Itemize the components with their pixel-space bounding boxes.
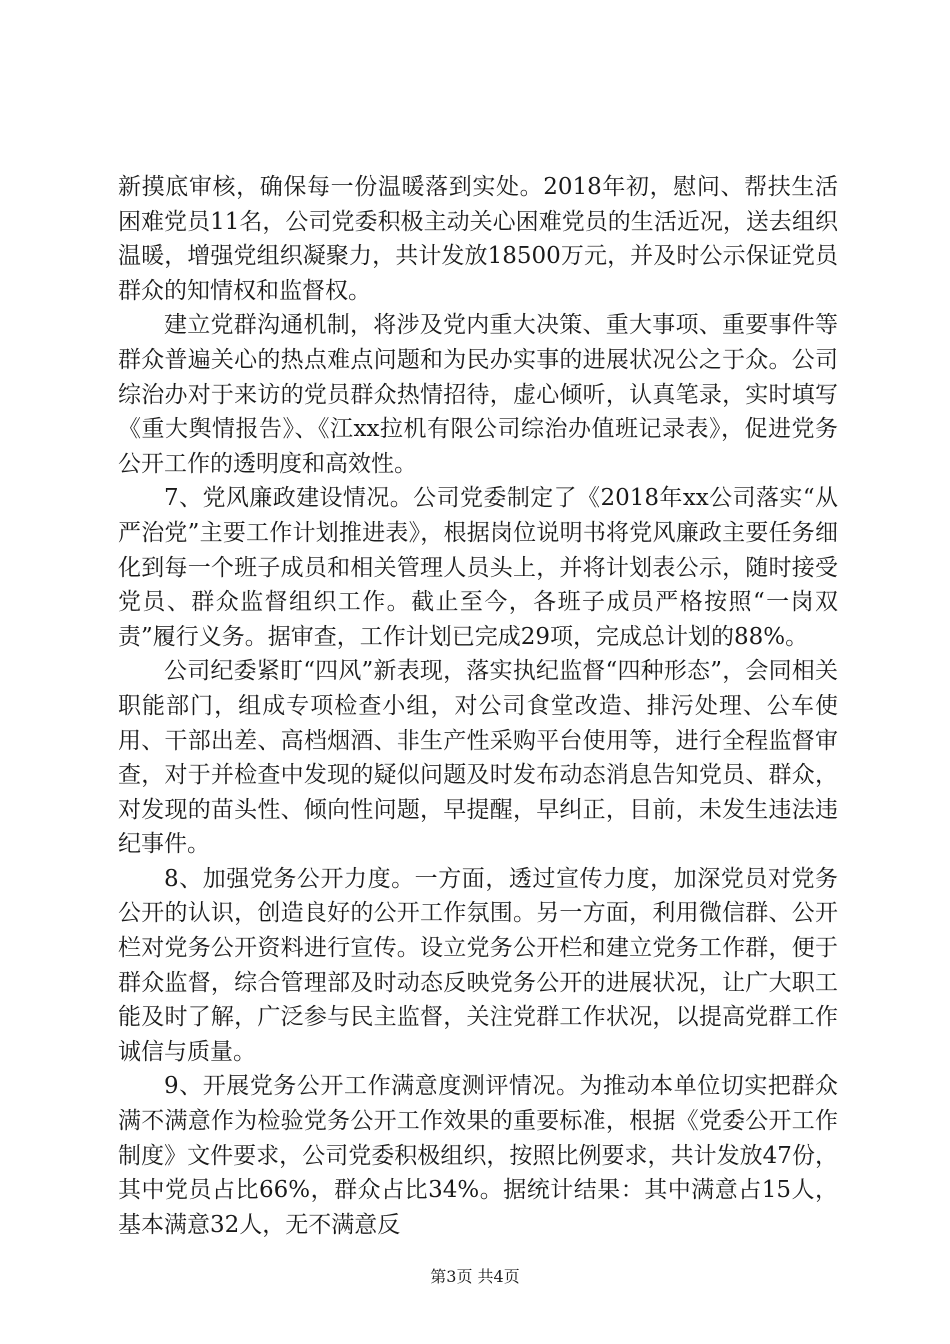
document-body xyxy=(118,170,838,1242)
paragraph-3: 7、党风廉政建设情况。公司党委制定了《2018年xx公司落实“从严治党”主要工作计划推进表》，根据岗位说明书将党风廉政主要任务细化到每一个班子成员和相关管理人员头上，并将计划表公示，随时接受党员、群众监督组织工作。截止至今，各班子成员严格按照“一岗双责”履行义务。据审查，工作计划已完成29项，完成总计划的88%。 xyxy=(118,485,838,650)
paragraph-2: 建立党群沟通机制，将涉及党内重大决策、重大事项、重要事件等群众普遍关心的热点难点问题和为民办实事的进展状况公之于众。公司综治办对于来访的党员群众热情招待，虚心倾听，认真笔录，实时填写《重大舆情报告》、《江xx拉机有限公司综治办值班记录表》，促进党务公开工作的透明度和高效性。 xyxy=(118,312,838,477)
paragraph-6: 9、开展党务公开工作满意度测评情况。为推动本单位切实把群众满不满意作为检验党务公开工作效果的重要标准，根据《党委公开工作制度》文件要求，公司党委积极组织，按照比例要求，共计发放47份，其中党员占比66%，群众占比34%。据统计结果：其中满意占15人，基本满意32人，无不满意反 xyxy=(118,1073,838,1238)
paragraph-4: 公司纪委紧盯“四风”新表现，落实执纪监督“四种形态”，会同相关职能部门，组成专项检查小组，对公司食堂改造、排污处理、公车使用、干部出差、高档烟酒、非生产性采购平台使用等，进行全程监督审查，对于并检查中发现的疑似问题及时发布动态消息告知党员、群众，对发现的苗头性、倾向性问题，早提醒，早纠正，目前，未发生违法违纪事件。 xyxy=(118,658,838,858)
paragraph-1: 新摸底审核，确保每一份温暖落到实处。2018年初，慰问、帮扶生活困难党员11名，公司党委积极主动关心困难党员的生活近况，送去组织温暖，增强党组织凝聚力，共计发放18500万元，并及时公示保证党员群众的知情权和监督权。 xyxy=(118,174,838,304)
page-footer: 第3页 共4页 xyxy=(430,1267,520,1286)
paragraph-5: 8、加强党务公开力度。一方面，透过宣传力度，加深党员对党务公开的认识，创造良好的公开工作氛围。另一方面，利用微信群、公开栏对党务公开资料进行宣传。设立党务公开栏和建立党务工作群，便于群众监督，综合管理部及时动态反映党务公开的进展状况，让广大职工能及时了解，广泛参与民主监督，关注党群工作状况，以提高党群工作诚信与质量。 xyxy=(118,865,838,1065)
